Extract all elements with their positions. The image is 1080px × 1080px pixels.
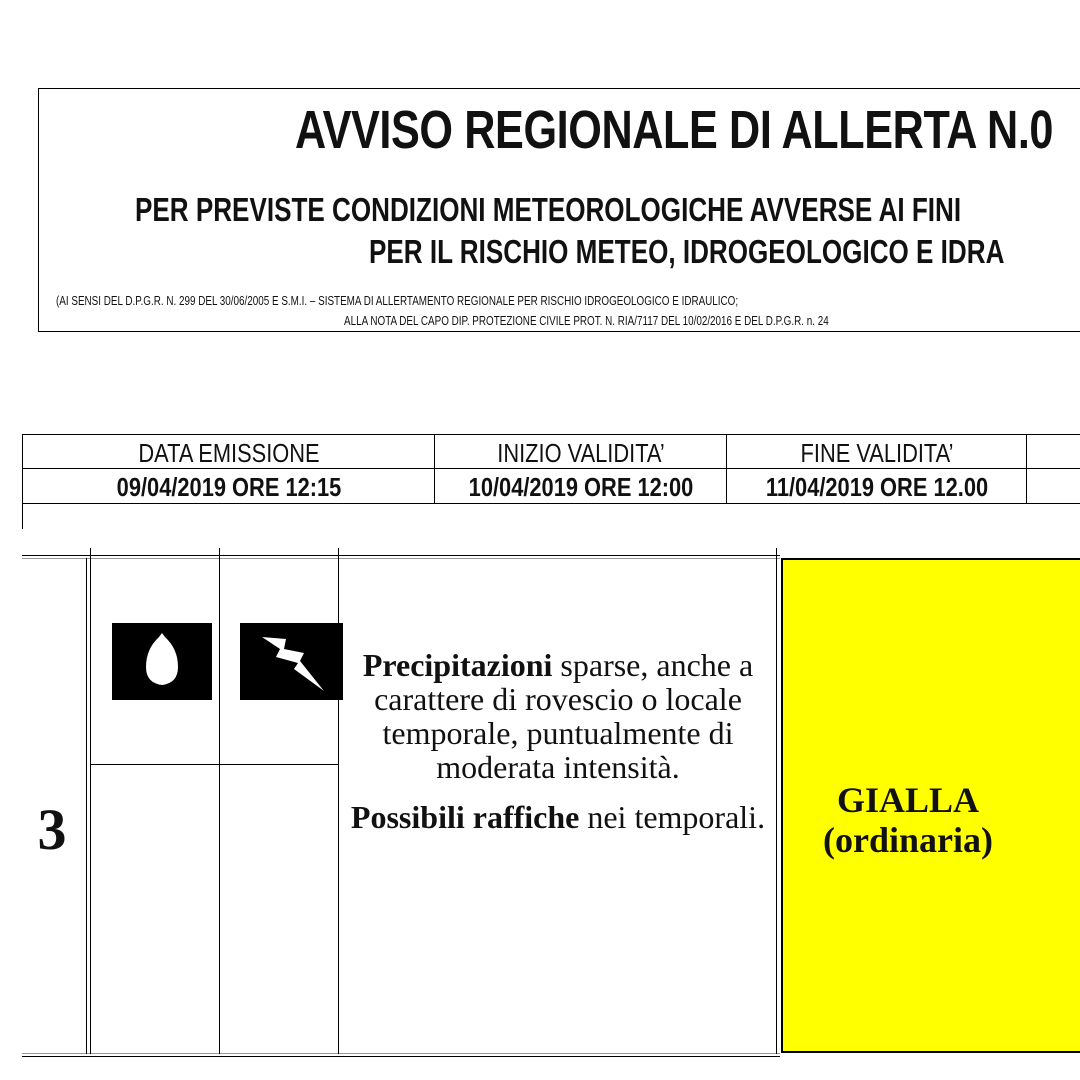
extra-label-cell xyxy=(1027,435,1080,469)
icon-row-divider xyxy=(90,764,338,765)
table-divider xyxy=(22,503,23,529)
emission-value-cell xyxy=(23,469,435,504)
col-tick-1 xyxy=(90,548,91,558)
col-divider-1a xyxy=(86,558,87,1054)
alert-header xyxy=(38,88,1080,332)
row-top-rule xyxy=(22,555,780,556)
description-paragraph-2 xyxy=(340,800,776,834)
gusts-text: nei temporali. xyxy=(579,799,766,835)
emission-value: 09/04/2019 ORE 12:15 xyxy=(116,472,341,502)
emission-label-cell xyxy=(23,435,435,469)
gusts-keyword: Possibili raffiche xyxy=(350,799,580,835)
row-bottom-rule xyxy=(22,1056,780,1057)
description-paragraph-1 xyxy=(340,648,776,784)
end-validity-label: FINE VALIDITA’ xyxy=(800,438,953,468)
start-label-cell xyxy=(435,435,727,469)
document-title: AVVISO REGIONALE DI ALLERTA N.0 xyxy=(295,100,1054,160)
row-bottom-rule-shadow xyxy=(22,1053,780,1054)
start-validity-value: 10/04/2019 ORE 12:00 xyxy=(468,472,693,502)
validity-dates-table xyxy=(22,434,1080,504)
col-divider-1b xyxy=(90,558,91,1054)
subtitle-line-1: PER PREVISTE CONDIZIONI METEOROLOGICHE AVVERSE AI FINI xyxy=(135,191,962,228)
start-validity-label: INIZIO VALIDITA’ xyxy=(496,438,665,468)
subtitle-line-2: PER IL RISCHIO METEO, IDROGEOLOGICO E IDRA xyxy=(369,233,1005,270)
zone-number: 3 xyxy=(37,797,67,862)
start-value-cell xyxy=(435,469,727,504)
row-top-rule-shadow xyxy=(22,558,780,559)
precipitation-keyword: Precipitazioni xyxy=(362,647,553,683)
legal-reference-line-1: (AI SENSI DEL D.P.G.R. N. 299 DEL 30/06/2005 E S.M.I. – SISTEMA DI ALLERTAMENTO REGIONALE PER RISCHIO IDROGEOLOGICO E IDRAULICO; xyxy=(56,293,739,308)
emission-label: DATA EMISSIONE xyxy=(137,438,320,468)
end-value-cell xyxy=(727,469,1027,504)
extra-value-cell xyxy=(1027,469,1080,504)
col-divider-4 xyxy=(776,548,777,1054)
lightning-icon xyxy=(240,623,343,700)
rain-drop-icon xyxy=(112,623,212,700)
alert-level-label xyxy=(783,780,1033,860)
precipitation-text: sparse, anche a carattere di rovescio o locale temporale, puntualmente di moderata intensità. xyxy=(374,647,754,785)
legal-reference-line-2: ALLA NOTA DEL CAPO DIP. PROTEZIONE CIVILE PROT. N. RIA/7117 DEL 10/02/2016 E DEL D.P.G.R. n. 24 xyxy=(344,313,829,328)
end-label-cell xyxy=(727,435,1027,469)
col-divider-2 xyxy=(219,548,220,1054)
alert-zone-row xyxy=(0,548,1080,1080)
alert-level-qualifier: (ordinaria) xyxy=(823,820,993,860)
alert-level-name: GIALLA xyxy=(836,780,980,820)
end-validity-value: 11/04/2019 ORE 12.00 xyxy=(765,472,988,502)
alert-level-cell xyxy=(781,558,1080,1053)
phenomenon-description xyxy=(340,648,776,834)
